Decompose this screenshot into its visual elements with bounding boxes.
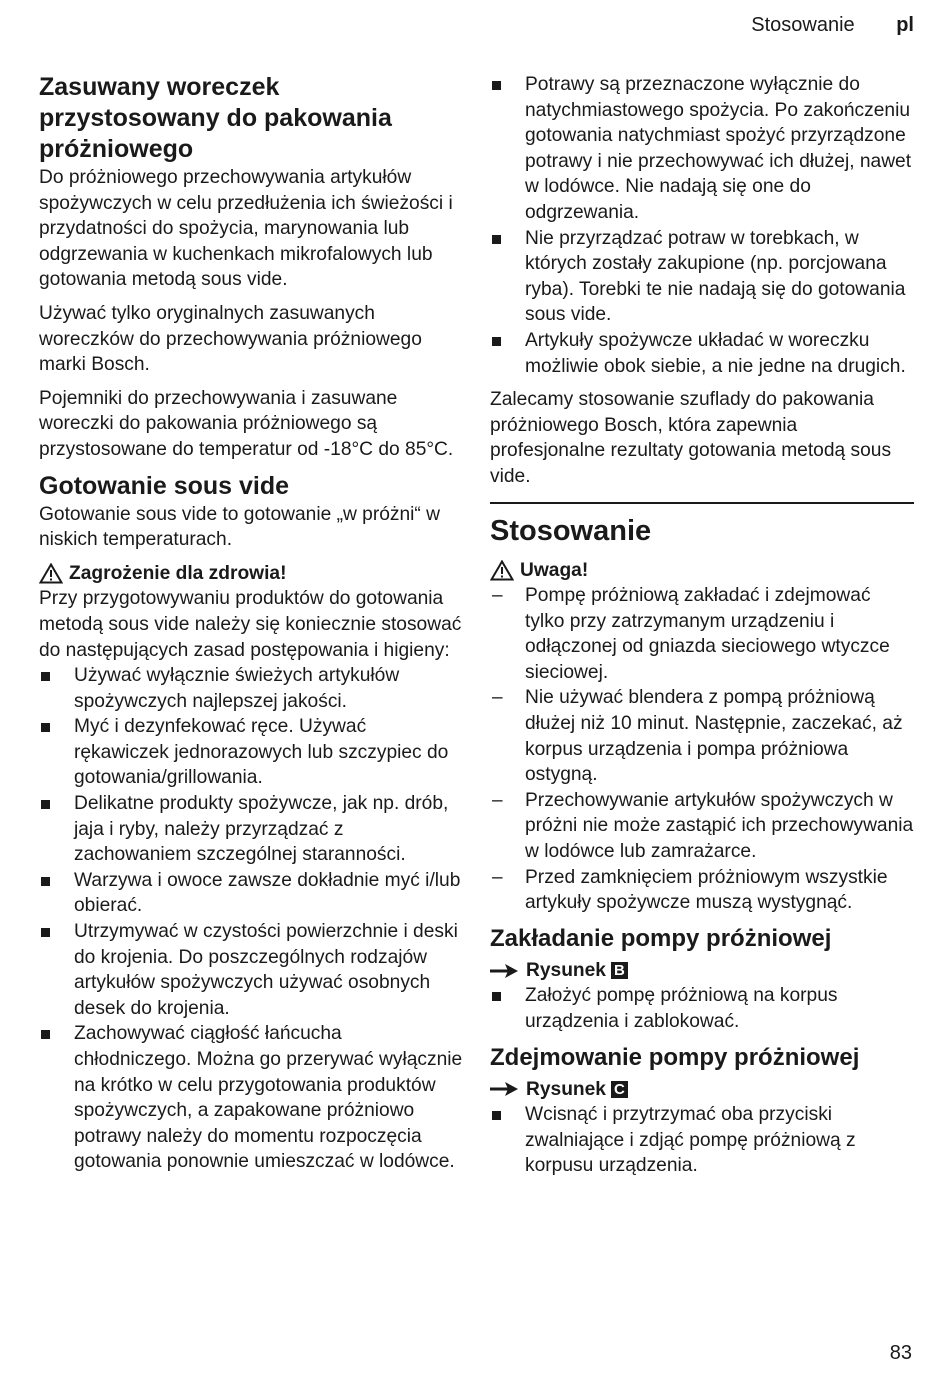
health-warning <box>39 561 463 587</box>
square-bullet-icon <box>492 81 501 90</box>
figure-letter-badge: B <box>611 962 628 979</box>
square-bullet-icon <box>41 928 50 937</box>
arrow-right-icon <box>490 964 518 978</box>
heading-vacuum-bag: Zasuwany woreczek przystosowany do pakowania próżniowego <box>39 73 392 163</box>
dash-bullet-icon: – <box>492 789 503 811</box>
square-bullet-icon <box>492 235 501 244</box>
paragraph-hygiene-rules: Przy przygotowywaniu produktów do gotowania metodą sous vide należy się koniecznie stosować do następujących zasad postępowania i higieny: <box>39 588 462 661</box>
warning-triangle-icon <box>39 563 63 584</box>
square-bullet-icon <box>41 877 50 886</box>
list-item: Używać wyłącznie świeżych artykułów spożywczych najlepszej jakości. <box>39 663 463 714</box>
heading-sous-vide: Gotowanie sous vide <box>39 471 290 500</box>
square-bullet-icon <box>41 800 50 809</box>
list-item: Warzywa i owoce zawsze dokładnie myć i/lub obierać. <box>39 868 463 919</box>
caution-notice <box>490 558 914 584</box>
header-language: pl <box>896 14 914 36</box>
health-warning-label: Zagrożenie dla zdrowia! <box>69 562 287 584</box>
square-bullet-icon <box>492 337 501 346</box>
square-bullet-icon <box>41 1030 50 1039</box>
section-divider <box>490 502 914 504</box>
list-item: – Przechowywanie artykułów spożywczych w próżni nie może zastąpić ich przechowywania w lodówce lub zamrażarce. <box>492 789 914 863</box>
list-item: – Nie używać blendera z pompą próżniową dłużej niż 10 minut. Następnie, zaczekać, aż korpus urządzenia i pompa próżniowa ostygną. <box>492 687 903 786</box>
sous-vide-list-continued <box>490 72 914 379</box>
figure-reference-c <box>490 1077 914 1103</box>
square-bullet-icon <box>41 672 50 681</box>
figure-letter-badge: C <box>611 1081 628 1098</box>
list-item: Utrzymywać w czystości powierzchnie i deski do krojenia. Do poszczególnych rodzajów artykułów spożywczych używać osobnych desek do krojenia. <box>39 919 463 1021</box>
heading-attach-pump: Zakładanie pompy próżniowej <box>490 924 832 952</box>
warning-triangle-icon <box>490 560 514 581</box>
heading-usage: Stosowanie <box>490 514 652 547</box>
list-item: Zachowywać ciągłość łańcucha chłodniczego. Można go przerywać wyłącznie na krótko w celu przygotowania produktów spożywczych, a zapakowane próżniowo potrawy należy do momentu rozpoczęcia gotowania ponownie umieszczać w lodówce. <box>39 1021 463 1175</box>
list-item: – Pompę próżniową zakładać i zdejmować tylko przy zatrzymanym urządzeniu i odłączonej od gniazda sieciowego wtyczce sieciowej. <box>492 585 890 683</box>
caution-list <box>490 583 914 916</box>
dash-bullet-icon: – <box>492 585 503 607</box>
header-section-title: Stosowanie <box>751 14 855 36</box>
paragraph-vacuum-purpose: Do próżniowego przechowywania artykułów spożywczych w celu przedłużenia ich świeżości i przydatności do spożycia, marynowania lub odgrzewania w kuchenkach mikrofalowych lub gotowania metodą sous vide. <box>39 167 453 291</box>
dash-bullet-icon: – <box>492 687 503 709</box>
attach-steps <box>490 983 914 1034</box>
list-item: Artykuły spożywcze układać w woreczku możliwie obok siebie, a nie jedne na drugich. <box>490 328 914 379</box>
figure-label: Rysunek <box>526 959 606 981</box>
remove-steps <box>490 1102 914 1179</box>
list-item: Myć i dezynfekować ręce. Używać rękawiczek jednorazowych lub szczypiec do gotowania/grillowania. <box>39 714 463 791</box>
page-number: 83 <box>889 1342 912 1364</box>
square-bullet-icon <box>492 1111 501 1120</box>
paragraph-temperature: Pojemniki do przechowywania i zasuwane woreczki do pakowania próżniowego są przystosowane do temperatur od -18°C do 85°C. <box>39 387 454 460</box>
list-item: Wcisnąć i przytrzymać oba przyciski zwalniające i zdjąć pompę próżniową z korpusu urządzenia. <box>490 1102 914 1179</box>
square-bullet-icon <box>492 992 501 1001</box>
left-column <box>39 72 463 1183</box>
square-bullet-icon <box>41 723 50 732</box>
list-item: – Przed zamknięciem próżniowym wszystkie artykuły spożywcze muszą wystygnąć. <box>492 866 888 914</box>
page-header <box>751 14 914 37</box>
heading-remove-pump: Zdejmowanie pompy próżniowej <box>490 1043 860 1071</box>
list-item: Założyć pompę próżniową na korpus urządzenia i zablokować. <box>490 983 914 1034</box>
dash-bullet-icon: – <box>492 866 503 888</box>
hygiene-list <box>39 663 463 1175</box>
list-item: Potrawy są przeznaczone wyłącznie do natychmiastowego spożycia. Po zakończeniu gotowania natychmiast spożyć przyrządzone potrawy i nie przechowywać ich dłużej, nawet w lodówce. Nie nadają się one do odgrzewania. <box>490 72 914 226</box>
right-column <box>490 72 914 1187</box>
list-item: Delikatne produkty spożywcze, jak np. drób, jaja i ryby, należy przyrządzać z zachowaniem szczególnej staranności. <box>39 791 463 868</box>
arrow-right-icon <box>490 1082 518 1096</box>
list-item: Nie przyrządzać potraw w torebkach, w których zostały zakupione (np. porcjowana ryba). Torebki te nie nadają się do gotowania sous vide. <box>490 226 914 328</box>
paragraph-original-bags: Używać tylko oryginalnych zasuwanych woreczków do przechowywania próżniowego marki Bosch. <box>39 302 422 376</box>
paragraph-recommendation: Zalecamy stosowanie szuflady do pakowania próżniowego Bosch, która zapewnia profesjonalne rezultaty gotowania metodą sous vide. <box>490 389 892 487</box>
caution-label: Uwaga! <box>520 559 589 581</box>
figure-reference-b <box>490 958 914 984</box>
paragraph-sous-vide-intro: Gotowanie sous vide to gotowanie „w próżni“ w niskich temperaturach. <box>39 503 441 551</box>
figure-label: Rysunek <box>526 1078 606 1100</box>
